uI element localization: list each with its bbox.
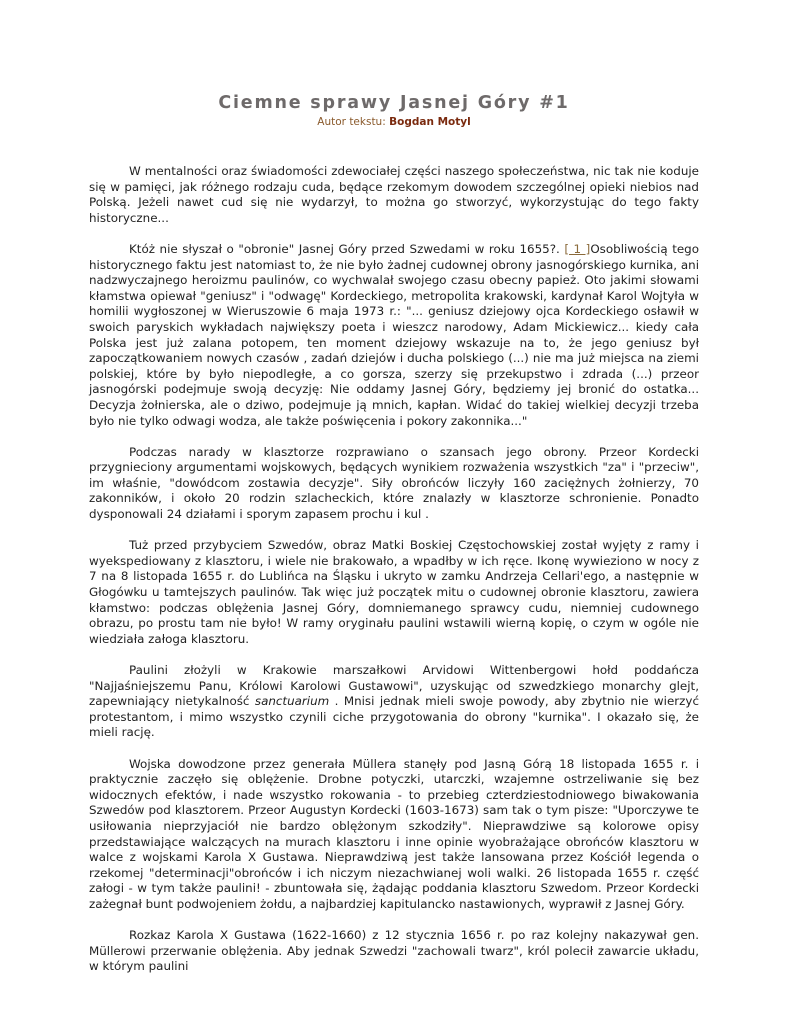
paragraph-5 [89, 663, 699, 741]
paragraph-4: Tuż przed przybyciem Szwedów, obraz Matki Boskiej Częstochowskiej został wyjęty z ramy i wyekspediowany z klasztoru, i wiele nie brakowało, a wpadłby w ich ręce. Ikonę wywieziono w nocy z 7 na 8 listopada 1655 r. do Lublińca na Śląsku i ukryto w zamku Andrzeja Cellari'ego, a następnie w Głogówku u tamtejszych paulinów. Tak więc już początek mitu o cudownej obronie klasztoru, zawiera kłamstwo: podczas oblężenia Jasnej Góry, domniemanego sprawcy cudu, niemniej cudownego obrazu, po prostu tam nie było! W ramy oryginału paulini wstawili wierną kopię, o czym w ogóle nie wiedziała załoga klasztoru. [89, 538, 699, 646]
author-link[interactable]: Bogdan Motyl [389, 116, 471, 128]
paragraph-7: Rozkaz Karola X Gustawa (1622-1660) z 12 stycznia 1656 r. po raz kolejny nakazywał gen. Müllerowi przerwanie oblężenia. Aby jednak Szwedzi "zachowali twarz", król polecił zawarcie układu, w którym paulini [89, 928, 699, 974]
document-title: Ciemne sprawy Jasnej Góry #1 [218, 93, 570, 113]
byline-label: Autor tekstu: [317, 116, 386, 128]
paragraph-3: Podczas narady w klasztorze rozprawiano o szansach jego obrony. Przeor Kordecki przygnieciony argumentami wojskowych, będących wynikiem rozważenia wszystkich "za" i "przeciw", im właśnie, "dowódcom zostawia decyzje". Siły obrońców liczyły 160 zaciężnych żołnierzy, 70 zakonników, i około 20 rodzin szlacheckich, które znalazły w klasztorze schronienie. Ponadto dysponowali 24 działami i sporym zapasem prochu i kul . [89, 444, 699, 522]
byline [89, 115, 699, 129]
paragraph-1: W mentalności oraz świadomości zdewociałej części naszego społeczeństwa, nic tak nie koduje się w pamięci, jak różnego rodzaju cuda, będące rzekomym dowodem szczególnej opieki niebios nad Polską. Jeżeli nawet cud się nie wydarzył, to można go stworzyć, wykorzystując do tego fakty historyczne... [89, 164, 699, 225]
sanctuarium-italic: sanctuarium [254, 694, 330, 709]
paragraph-6: Wojska dowodzone przez generała Müllera stanęły pod Jasną Górą 18 listopada 1655 r. i praktycznie zaczęło się oblężenie. Drobne potyczki, utarczki, wzajemne ostrzeliwanie się bez widocznych efektów, i nade wszystko rokowania - to przebieg czterdziestodniowego biwakowania Szwedów pod klasztorem. Przeor Augustyn Kordecki (1603-1673) sam tak o tym pisze: "Uporczywe te usiłowania nieprzyjaciół nie bardzo oblężonym szkodziły". Nieprawdziwe są kolorowe opisy przedstawiające walczących na murach klasztoru i inne opinie wyobrażające obrońców klasztoru w walce z wojskami Karola X Gustawa. Nieprawdziwą jest także lansowana przez Kościół legenda o rzekomej "determinacji"obrońców i ich niczym niezachwianej woli walki. 26 listopada 1655 r. część załogi - w tym także paulini! - zbuntowała się, żądając poddania klasztoru Szwedom. Przeor Kordecki zażegnał bunt podwojeniem żołdu, a najbardziej kapitulancko nastawionych, wyprawił z Jasnej Góry. [89, 756, 699, 911]
paragraph-5-text-before: Paulini złożyli w Krakowie marszałkowi Arvidowi Wittenbergowi hołd poddańcza "Najjaśniejszemu Panu, Królowi Karolowi Gustawowi", uzyskując od szwedzkiego monarchy glejt, zapewniający nietykalność [89, 663, 699, 709]
paragraph-2-text-before: Któż nie słyszał o "obronie" Jasnej Góry przed Szwedami w roku 1655?. [129, 241, 565, 256]
paragraph-5-text-after: . Mnisi jednak mieli swoje powody, aby zbytnio nie wierzyć protestantom, i mimo wszystko czynili ciche przygotowania do obrony "kurnika". I okazało się, że mieli rację. [89, 694, 699, 740]
footnote-link-1[interactable]: [ 1 ] [564, 241, 591, 256]
paragraph-2-text-after: Osobliwością tego historycznego faktu jest natomiast to, że nie było żadnej cudownej obrony jasnogórskiego kurnika, ani nadzwyczajnego heroizmu paulinów, co wychwalał swojego czasu obecny papież. Oto jakimi słowami kłamstwa opiewał "geniusz" i "odwagę" Kordeckiego, metropolita krakowski, kardynał Karol Wojtyła w homilii wygłoszonej w Wieruszowie 6 maja 1973 r.: "... geniusz dziejowy ojca Kordeckiego osławił w swoich paryskich wykładach największy poeta i wieszcz narodowy, Adam Mickiewicz... kiedy cała Polska jest już zalana potopem, ten moment dziejowy wskazuje na to, że jego geniusz był zapoczątkowaniem nowych czasów , zadań dziejów i ducha polskiego (...) nie ma już miejsca na ziemi polskiej, które by było niepodległe, a co gorsza, szerzy się przekupstwo i zdrada (...) przeor jasnogórski podejmuje swoją decyzję: Nie oddamy Jasnej Góry, będziemy jej bronić do ostatka... Decyzja żołnierska, ale o dziwo, podejmuje ją mnich, kapłan. Widać do takiej wielkiej decyzji trzeba było nie tylko odwagi wodza, ale także poświęcenia i pokory zakonnika..." [89, 241, 699, 428]
document [89, 88, 699, 975]
paragraph-2 [89, 242, 699, 429]
